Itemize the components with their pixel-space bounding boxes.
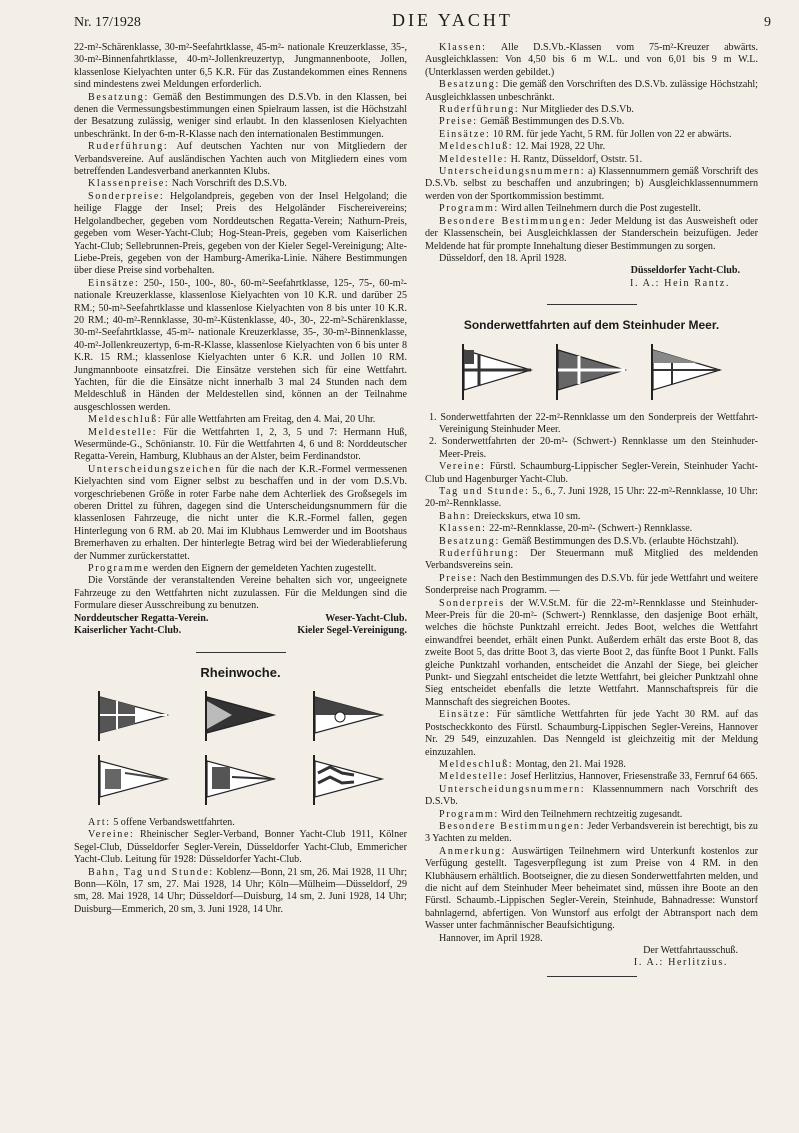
club-pennant-flag (192, 753, 290, 807)
club-signature: Weser-Yacht-Club. (325, 612, 407, 624)
sonderpreis-paragraph: Sonderpreis der W.V.St.M. für die 22-m²-Rennklasse und Steinhuder-Meer-Preis für die 20-m²- (Schwert-) Rennklasse, den dasjenige Boot erhält, welches die höchste Punktzahl erreicht. Jedes Boot, welches die Wettfahrt einwandfrei beendet, erhält einen Punkt. Außerdem erhält das erste Boot 8, das zweite Boot 5, das dritte Boot 3, das vierte Boot 2, das fünfte Boot 1 Punkt. Falls gleiche Punktzahl vorhanden, entscheidet die Anzahl der Siege, bei gleicher Punkt- und Siegzahl entscheidet die letzte Wettfahrt, bei gleicher Punktzahl ohne Sieg entscheidet ebenfalls die letzte Wettfahrt. Mannschaftspreis für die Mannschaft des siegreichen Bootes. (425, 597, 758, 708)
programm-paragraph: Programm: Wird den Teilnehmern rechtzeitig zugesandt. (439, 808, 683, 820)
unterscheidung-paragraph: Unterscheidungszeichen für die nach der K.R.-Formel vermessenen Kielyachten sind vom Eigner selbst zu beschaffen und in der vom D.S.Vb. vorgeschriebenen Größe in roter Farbe nahe dem Achterliek des Großsegels im oberen Drittel zu führen, dagegen sind die Unterscheidungsnummern für die klassenlosen Fahrzeuge, die nicht unter die K.R.-Formel fallen, gegen Hinterlegung von 6 RM. ab 20. Mai im Klubhaus Lemwerder und im Bootshaus Bremerhaven zu erhalten. Der hinterlegte Betrag wird bei der Wiederablieferung der Nummer zurückerstattet. (74, 463, 407, 562)
einsaetze-paragraph: Einsätze: 250-, 150-, 100-, 80-, 60-m²-Seefahrtklasse, 125-, 75-, 60-m²- nationale Kreuzerklasse, klassenlose Kielyachten von 10 K.R. und darüber 25 RM.; 50-m²-Seefahrtklasse und klassenlose Kielyachten von 8 bis unter 10 K.R. 20 RM.; 40-m²-Rennklasse, 30-m²-Küstenklasse, 40-, 30-, 22-m²-Schärenklasse, 30-m²-Seefahrtklasse, 45-m²- nationale Kreuzerklasse, 35-, 30-m²-Binnenklasse, 40-m²-Jollenkreuzertyp, 6-m-R-Klasse, klassenlose Kielyachten von 6 bis unter 8 K.R. 15 RM.; klassenlose Kielyachten unter 6 K.R. und Jollen 10 RM. Jungmannboote einsatzfrei. Die Einsätze verstehen sich für eine Wettfahrt. Yachten, für die die Einsätze nicht innerhalb 3 mal 24 Stunden nach dem Meldeschluß in Händen der Meldestellen sind, können an der Teilnahme ausgeschlossen werden. (74, 277, 407, 413)
vereine-paragraph: Vereine: Fürstl. Schaumburg-Lippischer Segler-Verein, Steinhuder Yacht-Club und Hagenburger Yacht-Club. (425, 461, 758, 485)
club-signature: Düsseldorfer Yacht-Club. (630, 265, 740, 277)
issue-number: Nr. 17/1928 (74, 15, 141, 30)
club-signature: Norddeutscher Regatta-Verein. (74, 612, 209, 624)
right-column (425, 42, 758, 983)
club-signatures-row2 (74, 625, 407, 637)
intro-paragraph: 22-m²-Schärenklasse, 30-m²-Seefahrtklasse, 45-m²- nationale Kreuzerklasse, 35-, 30-m²-Binnenfahrtklasse, 40-m²-Jollenkreuzertyp, Jungmannenboote, Jollen, klassenlose Kielyachten unter 6,5 K.R. Für das Zustandekommen eines Rennens sind mindestens zwei Meldungen erforderlich. (74, 42, 407, 91)
klassen-paragraph: Klassen: 22-m²-Rennklasse, 20-m²- (Schwert-) Rennklasse. (439, 523, 693, 535)
steinhuder-flags (455, 342, 728, 402)
besatzung-paragraph: Besatzung: Die gemäß den Vorschriften des D.S.Vb. zulässige Höchstzahl; Ausgleichklassen unbeschränkt. (425, 79, 758, 103)
besatzung-paragraph: Besatzung: Gemäß den Bestimmungen des D.S.Vb. in den Klassen, bei denen die Vermessungsbestimmungen einen Spielraum lassen, ist die Höchstzahl der Besatzung zulässig, weniger sind erlaubt. In den klassenlosen Kielyachten unbeschränkt. In der 6-m-R-Klasse nach den internationalen Bestimmungen. (74, 91, 407, 140)
meldestelle-paragraph: Meldestelle: Für die Wettfahrten 1, 2, 3, 5 und 7: Hermann Huß, Wesermünde-G., Schönianstr. 10. Für die Wettfahrten 4, 6 und 8: Norddeutscher Regatta-Verein, Hamburg, Klubhaus an der Alster, beim Ferdinandstor. (74, 426, 407, 463)
section-divider (547, 304, 637, 305)
club-pennant-flag (644, 342, 728, 402)
vorbehalt-paragraph: Die Vorstände der veranstaltenden Vereine behalten sich vor, ungeeignete Fahrzeuge zu den Wettfahrten nicht zuzulassen. Für die Meldungen sind die Formulare dieser Ausschreibung zu benutzen. (74, 575, 407, 612)
steinhuder-title: Sonderwettfahrten auf dem Steinhuder Meer. (463, 318, 720, 333)
bahn-paragraph: Bahn: Dreieckskurs, etwa 10 sm. (439, 510, 581, 522)
meldestelle-paragraph: Meldestelle: H. Rantz, Düsseldorf, Oststr. 51. (439, 153, 643, 165)
vereine-paragraph: Vereine: Rheinischer Segler-Verband, Bonner Yacht-Club 1911, Kölner Segel-Club, Düsseldorfer Segler-Verein, Düsseldorfer Yacht-Club, Emmericher Yacht-Club. Leitung für 1928: Düsseldorfer Yacht-Club. (74, 829, 407, 866)
page-number: 9 (764, 15, 771, 30)
list-item: 1. Sonderwettfahrten der 22-m²-Rennklasse um den Sonderpreis der Wettfahrt-Vereinigung Steinhuder Meer. (429, 411, 758, 435)
page-header (74, 10, 771, 38)
club-pennant-flag (84, 753, 182, 807)
bahn-paragraph: Bahn, Tag und Stunde: Koblenz—Bonn, 21 sm, 26. Mai 1928, 11 Uhr; Bonn—Köln, 17 sm, 27. Mai 1928, 14 Uhr; Köln—Mülheim—Düsseldorf, 29 sm, 28. Mai 1928, 14 Uhr; Düsseldorf—Duisburg, 14 sm, 2. Juni 1928, 14 Uhr; Duisburg—Emmerich, 20 sm, 3. Juni 1928, 14 Uhr. (74, 866, 407, 915)
left-column (74, 42, 407, 983)
meldeschluss-paragraph: Meldeschluß: Für alle Wettfahrten am Freitag, den 4. Mai, 20 Uhr. (88, 414, 376, 426)
einsaetze-paragraph: Einsätze: 10 RM. für jede Yacht, 5 RM. für Jollen von 22 er abwärts. (439, 128, 732, 140)
place-date: Düsseldorf, den 18. April 1928. (439, 252, 567, 264)
einsaetze-paragraph: Einsätze: Für sämtliche Wettfahrten für jede Yacht 30 RM. auf das Postscheckkonto des Fürstl. Schaumburg-Lippischen Segler-Vereins, Hannover Nr. 29 549, einzuzahlen. Das Nenngeld ist gleichzeitig mit der Meldung einzuzahlen. (425, 709, 758, 758)
rheinwoche-title: Rheinwoche. (200, 664, 281, 680)
meldeschluss-paragraph: Meldeschluß: Montag, den 21. Mai 1928. (439, 758, 626, 770)
programme-paragraph: Programme werden den Eignern der gemeldeten Yachten zugestellt. (88, 563, 377, 575)
rheinwoche-flags (84, 689, 397, 807)
club-signatures-row1 (74, 613, 407, 625)
magazine-title: DIE YACHT (392, 10, 513, 30)
ruderfuehrung-paragraph: Ruderführung: Der Steuermann muß Mitglied des meldenden Verbandsvereins sein. (425, 548, 758, 572)
art-paragraph: Art: 5 offene Verbandswettfahrten. (88, 816, 235, 828)
club-signature: Kaiserlicher Yacht-Club. (74, 625, 182, 637)
klassenpreise-paragraph: Klassenpreise: Nach Vorschrift des D.S.Vb. (88, 178, 287, 190)
ia-signature: I. A.: Hein Rantz. (629, 277, 730, 289)
club-pennant-flag (84, 689, 182, 743)
club-pennant-flag (299, 689, 397, 743)
columns (74, 42, 771, 983)
section-divider (196, 652, 286, 653)
committee-signature: Der Wettfahrtausschuß. (643, 945, 738, 956)
ruderfuehrung-paragraph: Ruderführung: Nur Mitglieder des D.S.Vb. (439, 104, 634, 116)
place-date: Hannover, im April 1928. (439, 932, 543, 944)
ruderfuehrung-paragraph: Ruderführung: Auf deutschen Yachten nur von Mitgliedern der Verbandsvereine. Auf ausländischen Yachten auch von Mitgliedern eines vom betreffenden Landesverband anerkannten Klubs. (74, 141, 407, 178)
meldestelle-paragraph: Meldestelle: Josef Herlitzius, Hannover, Friesenstraße 33, Fernruf 64 665. (439, 771, 758, 783)
unterscheidung-paragraph: Unterscheidungsnummern: Klassennummern nach Vorschrift des D.S.Vb. (425, 783, 758, 808)
anmerkung-paragraph: Anmerkung: Auswärtigen Teilnehmern wird Unterkunft kostenlos zur Verfügung gestellt. Tagesverpflegung ist zum Preise von 4 RM. in den Klubhäusern erhältlich. Bootseigner, die zu diesen Sonderwettfahrten melden, und die nicht auf dem Steinhuder Meer beheimatet sind, müssen ihre Boote an den Fürstl. Schaumb.-Lippischen Segler-Verein, Steinhude, Bahnadresse: Wunstorf bahnlagernd, abfertigen. Von Wunstorf aus erfolgt der Abtransport nach dem Wasser unter fachmännischer Beaufsichtigung. (425, 845, 758, 932)
tag-stunde-paragraph: Tag und Stunde: 5., 6., 7. Juni 1928, 15 Uhr: 22-m²-Rennklasse, 10 Uhr: 20-m²-Rennklasse. (425, 485, 758, 510)
bestimmungen-paragraph: Besondere Bestimmungen: Jeder Meldung ist das Ausweisheft oder der Klassenschein, bei Ausgleichklassen der Standerschein beizufügen. Jeder Meldende hat für prompte Innehaltung dieser Bestimmungen zu sorgen. (425, 215, 758, 252)
programm-paragraph: Programm: Wird allen Teilnehmern durch die Post zugestellt. (439, 203, 701, 215)
unterscheidung-paragraph: Unterscheidungsnummern: a) Klassennummern gemäß Vorschrift des D.S.Vb. selbst zu beschaffen und anzubringen; b) Ausgleichklassennummern werden von der Sportkommission bestimmt. (425, 166, 758, 202)
list-item: 2. Sonderwettfahrten der 20-m²- (Schwert-) Rennklasse um den Steinhuder-Meer-Preis. (429, 436, 758, 460)
section-divider (547, 976, 637, 977)
preise-paragraph: Preise: Nach den Bestimmungen des D.S.Vb. für jede Wettfahrt und weitere Sonderpreise nach Programm. — (425, 572, 758, 597)
ia-signature: I. A.: Herlitzius. (633, 957, 728, 969)
club-pennant-flag (455, 342, 539, 402)
sonderpreise-paragraph: Sonderpreise: Helgolandpreis, gegeben von der Insel Helgoland; die heilige Flagge der Insel; Preis des Helgoländer Fischereivereins; Helgolandbecher, gegeben vom Norddeutschen Regatta-Verein; Nathurn-Preis, gegeben vom Weser-Yacht-Club; Hog-Stean-Preis, gegeben vom Kaiserlichen Yacht-Club; Sellebrunnen-Preis, gegeben von der Kieler Segel-Vereinigung; Alte-Liebe-Preis, gegeben von der Hamburg-Amerika-Linie. Nähere Bestimmungen über diese Preise sind vorbehalten. (74, 190, 407, 277)
preise-paragraph: Preise: Gemäß Bestimmungen des D.S.Vb. (439, 116, 625, 128)
club-pennant-flag (192, 689, 290, 743)
klassen-paragraph: Klassen: Alle D.S.Vb.-Klassen vom 75-m²-Kreuzer abwärts. Ausgleichklassen: Von 4,50 bis 6 m W.L. und von 6,01 bis 9 m W.L. (Unterklassen werden gebildet.) (425, 42, 758, 78)
club-pennant-flag (549, 342, 633, 402)
besatzung-paragraph: Besatzung: Gemäß Bestimmungen des D.S.Vb. (erlaubte Höchstzahl). (439, 535, 739, 547)
meldeschluss-paragraph: Meldeschluß: 12. Mai 1928, 22 Uhr. (439, 141, 606, 153)
club-pennant-flag (299, 753, 397, 807)
club-signature: Kieler Segel-Vereinigung. (297, 625, 407, 637)
bestimmungen-paragraph: Besondere Bestimmungen: Jeder Verbandsverein ist berechtigt, bis zu 3 Yachten zu melden. (425, 820, 758, 845)
